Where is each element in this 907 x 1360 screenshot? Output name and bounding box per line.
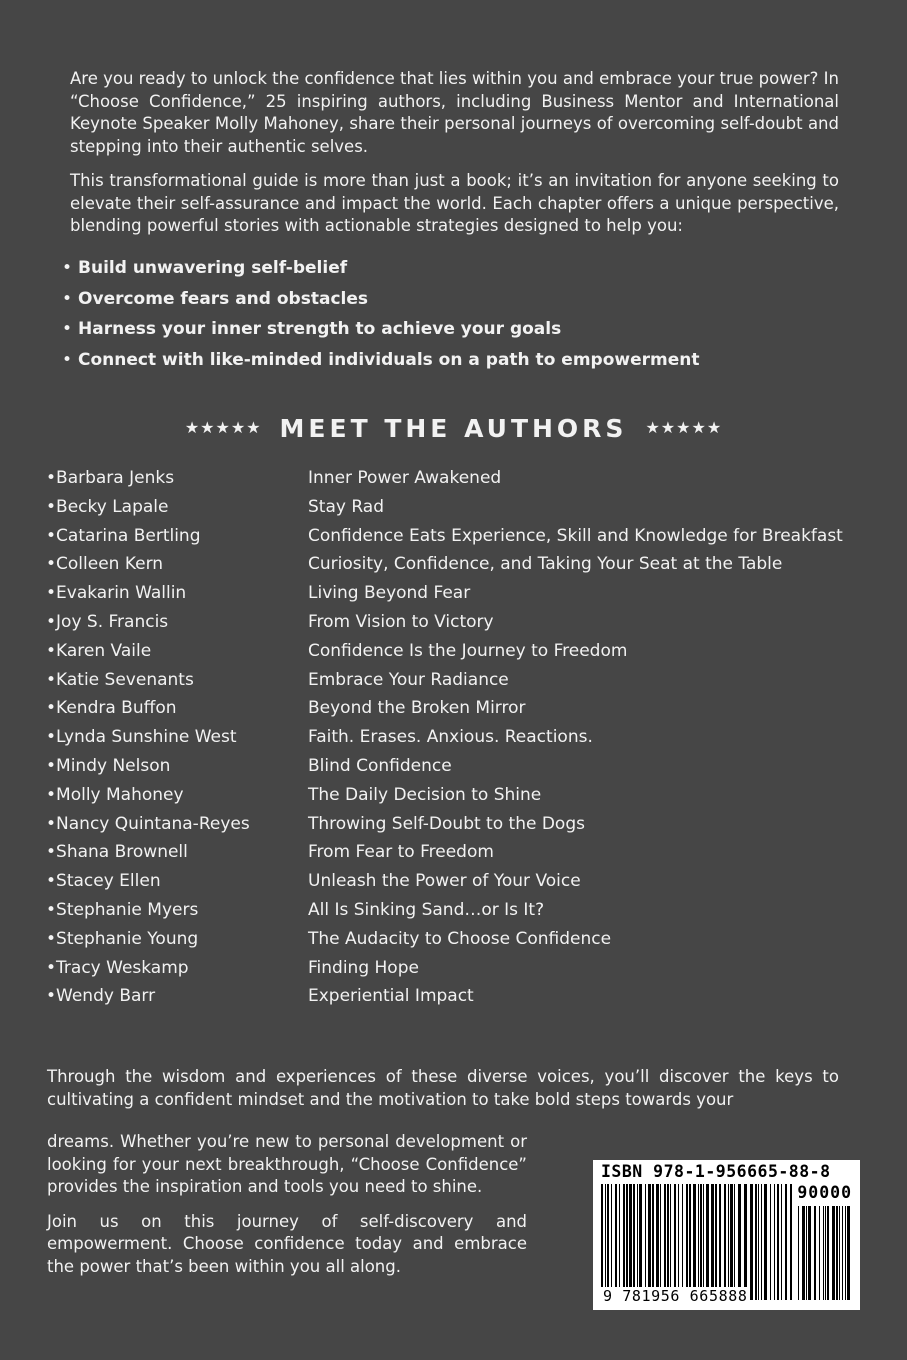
authors-heading [0, 414, 907, 443]
author-name: • Evakarin Wallin [46, 583, 308, 612]
benefit-item: • Harness your inner strength to achieve your goals [62, 316, 842, 347]
author-row [46, 727, 846, 756]
author-row [46, 986, 846, 1015]
intro-paragraph: This transformational guide is more than just a book; it’s an invitation for anyone seeking to elevate their self-assurance and impact the world. Each chapter offers a unique perspective, blending powerful stories with actionable strategies designed to help you: [70, 171, 839, 235]
author-row [46, 871, 846, 900]
author-row [46, 468, 846, 497]
chapter-title: Blind Confidence [308, 755, 452, 776]
intro-paragraph: Are you ready to unlock the confidence that lies within you and embrace your true power? In “Choose Confidence,” 25 inspiring authors, including Business Mentor and International Keynote Speaker Molly Mahoney, share their personal journeys of overcoming self-doubt and stepping into their authentic selves. [70, 69, 839, 156]
author-name: • Shana Brownell [46, 842, 308, 871]
author-name: • Catarina Bertling [46, 526, 308, 555]
chapter-title: The Audacity to Choose Confidence [308, 928, 612, 949]
chapter-title: Curiosity, Confidence, and Taking Your Seat at the Table [308, 554, 783, 575]
author-row [46, 670, 846, 699]
author-name: • Karen Vaile [46, 641, 308, 670]
author-row [46, 842, 846, 871]
author-name: • Katie Sevenants [46, 670, 308, 699]
author-name: • Colleen Kern [46, 554, 308, 583]
author-row [46, 641, 846, 670]
author-row [46, 497, 846, 526]
author-name: • Joy S. Francis [46, 612, 308, 641]
chapter-title: Experiential Impact [308, 986, 474, 1007]
closing-paragraph-1-continued: dreams. Whether you’re new to personal development or looking for your next breakthrough, “Choose Confidence” provides the inspiration and tools you need to shine. [47, 1132, 527, 1196]
author-row [46, 583, 846, 612]
closing-paragraph-1: Through the wisdom and experiences of these diverse voices, you’ll discover the keys to cultivating a confident mindset and the motivation to take bold steps towards your [47, 1067, 839, 1109]
intro-section [70, 68, 839, 250]
benefit-item: • Build unwavering self-belief [62, 255, 842, 286]
author-name: • Wendy Barr [46, 986, 308, 1015]
author-name: • Becky Lapale [46, 497, 308, 526]
ean-number: 9 781956 665888 [603, 1287, 748, 1305]
author-name: • Stacey Ellen [46, 871, 308, 900]
author-row [46, 929, 846, 958]
chapter-title: Inner Power Awakened [308, 468, 502, 488]
chapter-title: Embrace Your Radiance [308, 669, 509, 690]
author-row [46, 756, 846, 785]
author-name: • Tracy Weskamp [46, 958, 308, 987]
closing-paragraph-2: Join us on this journey of self-discovery and empowerment. Choose confidence today and embrace the power that’s been within you all along. [47, 1211, 527, 1276]
author-row [46, 900, 846, 929]
benefit-item: • Connect with like-minded individuals on a path to empowerment [62, 347, 842, 378]
benefits-list [62, 255, 842, 377]
author-name: • Stephanie Young [46, 929, 308, 958]
author-name: • Kendra Buffon [46, 698, 308, 727]
author-name: • Stephanie Myers [46, 900, 308, 929]
benefit-item: • Overcome fears and obstacles [62, 286, 842, 317]
author-name: • Nancy Quintana-Reyes [46, 814, 308, 843]
author-name: • Barbara Jenks [46, 468, 308, 497]
chapter-title: From Fear to Freedom [308, 842, 494, 863]
chapter-title: Unleash the Power of Your Voice [308, 871, 581, 892]
author-name: • Molly Mahoney [46, 785, 308, 814]
author-name: • Mindy Nelson [46, 756, 308, 785]
isbn-number: ISBN 978-1-956665-88-8 [601, 1162, 831, 1181]
chapter-title: All Is Sinking Sand…or Is It? [308, 899, 545, 920]
closing-section [47, 1131, 527, 1290]
chapter-title: From Vision to Victory [308, 611, 494, 632]
star-icons-right: ★★★★★ [645, 418, 723, 437]
author-row [46, 958, 846, 987]
author-row [46, 612, 846, 641]
author-row [46, 814, 846, 843]
author-row [46, 526, 846, 555]
author-row [46, 698, 846, 727]
chapter-title: Living Beyond Fear [308, 583, 471, 604]
price-code: 90000 [797, 1183, 852, 1202]
author-row [46, 554, 846, 583]
chapter-title: Confidence Eats Experience, Skill and Knowledge for Breakfast [308, 525, 843, 546]
isbn-barcode [593, 1160, 860, 1310]
author-name: • Lynda Sunshine West [46, 727, 308, 756]
chapter-title: Faith. Erases. Anxious. Reactions. [308, 727, 593, 748]
chapter-title: The Daily Decision to Shine [308, 784, 542, 805]
chapter-title: Finding Hope [308, 957, 419, 978]
authors-heading-title: MEET THE AUTHORS [279, 414, 628, 443]
author-row [46, 785, 846, 814]
chapter-title: Beyond the Broken Mirror [308, 698, 526, 719]
authors-list [46, 468, 846, 1015]
chapter-title: Confidence Is the Journey to Freedom [308, 640, 628, 661]
star-icons-left: ★★★★★ [184, 418, 262, 437]
chapter-title: Stay Rad [308, 496, 384, 517]
chapter-title: Throwing Self-Doubt to the Dogs [308, 813, 585, 834]
